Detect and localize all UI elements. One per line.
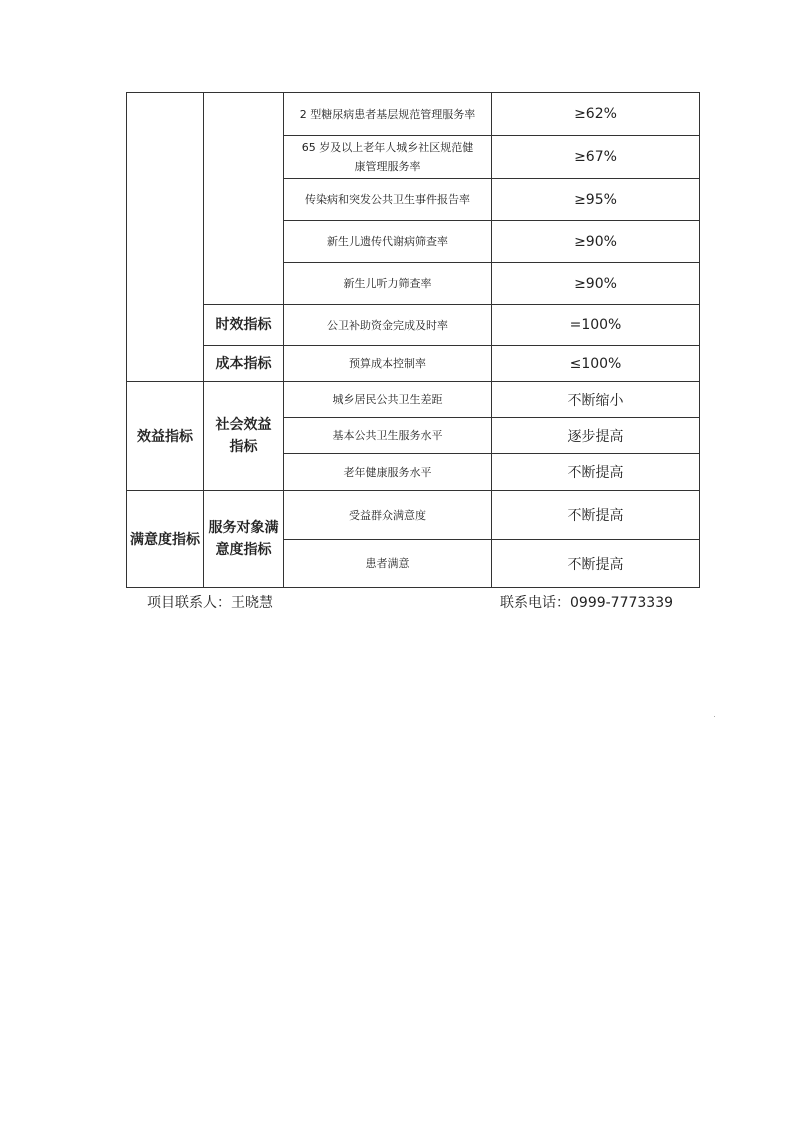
secondary-category-continued: [204, 93, 284, 305]
table-row: [127, 305, 700, 346]
secondary-category-service-satisfaction: [204, 491, 284, 588]
indicator-value: ≤100%: [492, 346, 700, 382]
table-row: [127, 93, 700, 136]
secondary-category-social-benefit-label: 社会效益指标: [215, 417, 272, 455]
primary-category-continued: [127, 93, 204, 382]
indicator-name: 预算成本控制率: [284, 346, 492, 382]
primary-category-satisfaction: 满意度指标: [127, 491, 204, 588]
indicator-name: 传染病和突发公共卫生事件报告率: [284, 179, 492, 221]
indicator-value: 逐步提高: [492, 418, 700, 454]
secondary-category-social-benefit: [204, 382, 284, 491]
secondary-category-timeliness: 时效指标: [204, 305, 284, 346]
indicator-value: 不断提高: [492, 454, 700, 491]
scan-speck: [714, 716, 715, 717]
table-row: [127, 382, 700, 418]
table-row: [127, 491, 700, 540]
table-row: [127, 346, 700, 382]
indicator-value: ≥67%: [492, 136, 700, 179]
indicator-name: 公卫补助资金完成及时率: [284, 305, 492, 346]
indicator-value: ≥95%: [492, 179, 700, 221]
secondary-category-cost: 成本指标: [204, 346, 284, 382]
indicator-name: 新生儿遗传代谢病筛查率: [284, 221, 492, 263]
indicator-value: =100%: [492, 305, 700, 346]
indicator-name: 城乡居民公共卫生差距: [284, 382, 492, 418]
indicator-name: 新生儿听力筛查率: [284, 263, 492, 305]
indicator-value: 不断提高: [492, 540, 700, 588]
indicator-value: 不断缩小: [492, 382, 700, 418]
indicator-value: ≥90%: [492, 221, 700, 263]
indicator-value: ≥62%: [492, 93, 700, 136]
secondary-category-service-satisfaction-label: 服务对象满意度指标: [208, 520, 279, 558]
indicator-name: 2 型糖尿病患者基层规范管理服务率: [284, 93, 492, 136]
indicator-name: 65 岁及以上老年人城乡社区规范健康管理服务率: [284, 136, 492, 179]
performance-indicator-table: [126, 92, 700, 588]
indicator-name: 基本公共卫生服务水平: [284, 418, 492, 454]
indicator-name: 老年健康服务水平: [284, 454, 492, 491]
indicator-name: 受益群众满意度: [284, 491, 492, 540]
indicator-name: 患者满意: [284, 540, 492, 588]
indicator-value: 不断提高: [492, 491, 700, 540]
project-contact: 项目联系人：王晓慧: [147, 595, 273, 611]
indicator-value: ≥90%: [492, 263, 700, 305]
contact-phone: 联系电话：0999-7773339: [500, 595, 674, 611]
primary-category-benefit: 效益指标: [127, 382, 204, 491]
